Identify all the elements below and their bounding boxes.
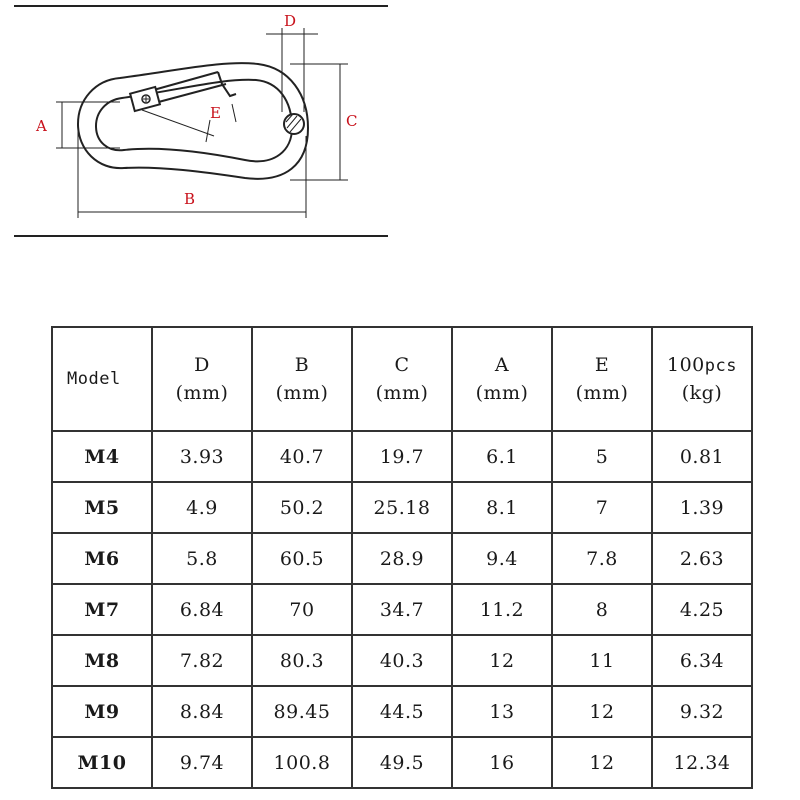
value-cell: 8.84 — [152, 686, 252, 737]
value-cell: 44.5 — [352, 686, 452, 737]
value-cell: 7.8 — [552, 533, 652, 584]
value-cell: 40.7 — [252, 431, 352, 482]
e-arrow — [232, 104, 236, 122]
table-row — [52, 482, 752, 533]
table-row — [52, 584, 752, 635]
value-cell: 0.81 — [652, 431, 752, 482]
value-cell: 50.2 — [252, 482, 352, 533]
wire-section — [284, 114, 304, 134]
value-cell: 16 — [452, 737, 552, 788]
header-d: D (mm) — [152, 327, 252, 431]
value-cell: 80.3 — [252, 635, 352, 686]
header-model: Model — [52, 327, 152, 431]
table-row — [52, 635, 752, 686]
gate-nose — [218, 72, 236, 96]
table-row — [52, 737, 752, 788]
model-cell: M7 — [52, 584, 152, 635]
value-cell: 1.39 — [652, 482, 752, 533]
value-cell: 12 — [552, 737, 652, 788]
label-a: A — [36, 117, 47, 135]
header-b: B (mm) — [252, 327, 352, 431]
header-a: A (mm) — [452, 327, 552, 431]
value-cell: 49.5 — [352, 737, 452, 788]
value-cell: 70 — [252, 584, 352, 635]
value-cell: 60.5 — [252, 533, 352, 584]
value-cell: 4.9 — [152, 482, 252, 533]
table-row — [52, 533, 752, 584]
header-c: C (mm) — [352, 327, 452, 431]
value-cell: 8 — [552, 584, 652, 635]
value-cell: 89.45 — [252, 686, 352, 737]
e-guide-1 — [142, 110, 214, 136]
model-cell: M5 — [52, 482, 152, 533]
value-cell: 5.8 — [152, 533, 252, 584]
value-cell: 7 — [552, 482, 652, 533]
value-cell: 11.2 — [452, 584, 552, 635]
spec-table — [51, 326, 753, 789]
value-cell: 40.3 — [352, 635, 452, 686]
value-cell: 9.4 — [452, 533, 552, 584]
value-cell: 13 — [452, 686, 552, 737]
model-cell: M10 — [52, 737, 152, 788]
model-cell: M8 — [52, 635, 152, 686]
value-cell: 3.93 — [152, 431, 252, 482]
value-cell: 11 — [552, 635, 652, 686]
model-cell: M9 — [52, 686, 152, 737]
model-cell: M4 — [52, 431, 152, 482]
table-body — [52, 431, 752, 788]
carabiner-dimension-diagram — [0, 0, 800, 260]
value-cell: 9.74 — [152, 737, 252, 788]
e-guide-2 — [206, 120, 210, 142]
value-cell: 28.9 — [352, 533, 452, 584]
carabiner-outline — [78, 63, 308, 179]
header-weight: 100pcs (kg) — [652, 327, 752, 431]
label-e: E — [210, 104, 221, 122]
value-cell: 4.25 — [652, 584, 752, 635]
label-c: C — [346, 112, 358, 130]
label-d: D — [284, 12, 297, 30]
value-cell: 25.18 — [352, 482, 452, 533]
model-cell: M6 — [52, 533, 152, 584]
value-cell: 100.8 — [252, 737, 352, 788]
label-b: B — [184, 190, 196, 208]
table-row — [52, 686, 752, 737]
value-cell: 6.1 — [452, 431, 552, 482]
value-cell: 12.34 — [652, 737, 752, 788]
value-cell: 2.63 — [652, 533, 752, 584]
table-row — [52, 431, 752, 482]
value-cell: 6.84 — [152, 584, 252, 635]
value-cell: 8.1 — [452, 482, 552, 533]
value-cell: 7.82 — [152, 635, 252, 686]
header-row — [52, 327, 752, 431]
value-cell: 9.32 — [652, 686, 752, 737]
value-cell: 6.34 — [652, 635, 752, 686]
value-cell: 12 — [552, 686, 652, 737]
value-cell: 5 — [552, 431, 652, 482]
header-e: E (mm) — [552, 327, 652, 431]
value-cell: 34.7 — [352, 584, 452, 635]
value-cell: 19.7 — [352, 431, 452, 482]
value-cell: 12 — [452, 635, 552, 686]
